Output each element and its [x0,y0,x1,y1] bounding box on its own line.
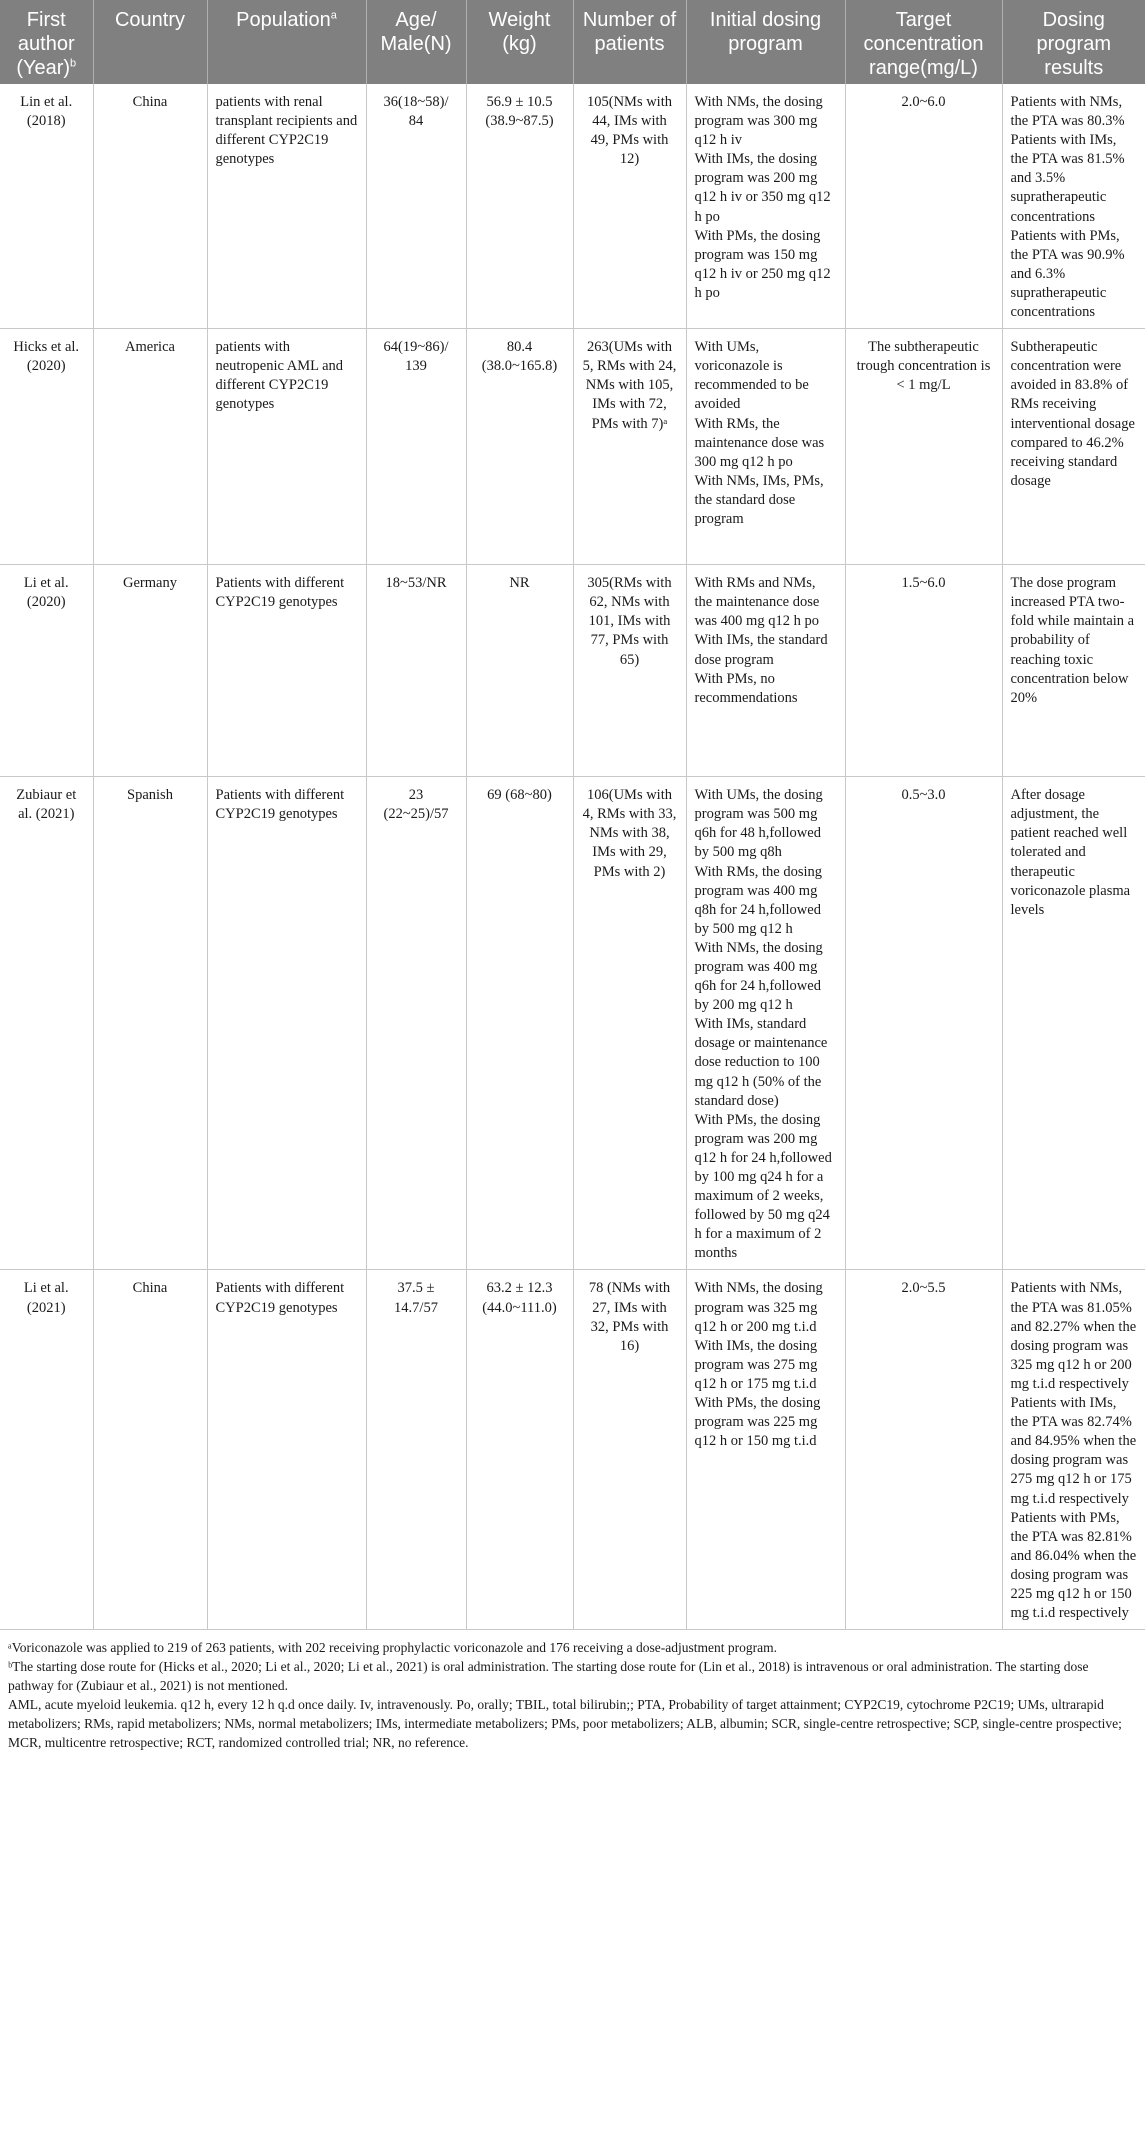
target-cell [845,565,1002,777]
weight-cell [466,1270,573,1630]
column-header-initial-dosing-program [686,0,845,84]
weight-cell [466,329,573,565]
patients-cell-text: 263(UMs with 5, RMs with 24, NMs with 105, IMs with 72, PMs with 7)ᵃ [582,339,677,432]
country-cell [93,84,207,329]
target-cell-text: 1.5~6.0 [901,575,946,592]
results-cell-line: The dose program increased PTA two-fold while maintain a probability of reaching toxic concentration below 20% [1010,575,1135,706]
target-cell-text: The subtherapeutic trough concentration is < 1 mg/L [856,339,991,394]
results-cell [1002,84,1145,329]
dosing-cell-line: With NMs, IMs, PMs, the standard dose program [694,472,824,527]
age-male-cell-text: 18~53/NR [385,575,447,592]
country-cell [93,329,207,565]
footnote: ᵇThe starting dose route for (Hicks et al., 2020; Li et al., 2020; Li et al., 2021) is oral administration. The starting dose route for (Lin et al., 2018) is intravenous or oral administration. The starting dose pathway for (Zubiaur et al., 2021) is not mentioned. [8,1659,1089,1694]
patients-cell [573,1270,686,1630]
results-cell-line: Patients with IMs, the PTA was 82.74% and 84.95% when the dosing program was 275 mg q12 h or 175 mg t.i.d respectively [1010,1395,1137,1507]
table-row [0,1270,1145,1630]
column-header-dosing-program-results [1002,0,1145,84]
population-cell-text: Patients with different CYP2C19 genotypes [215,575,345,611]
population-cell [207,565,366,777]
author-cell [0,565,93,777]
column-header-country [93,0,207,84]
table-row [0,84,1145,329]
column-header-age-male [366,0,466,84]
column-header-target-concentration-range [845,0,1002,84]
table-row [0,565,1145,777]
table-header-row [0,0,1145,84]
results-cell [1002,1270,1145,1630]
results-cell [1002,565,1145,777]
column-header-population [207,0,366,84]
patients-cell [573,565,686,777]
column-header-number-of-patients [573,0,686,84]
results-cell-line: After dosage adjustment, the patient reached well tolerated and therapeutic voriconazole plasma levels [1010,787,1131,918]
column-header-label: Age/ Male(N) [380,9,452,55]
age-male-cell-text: 36(18~58)/ 84 [383,94,449,130]
column-header-label: Target concentration range(mg/L) [863,9,984,79]
dosing-cell-line: With IMs, the dosing program was 275 mg q12 h or 175 mg t.i.d [694,1337,818,1392]
country-cell-text: China [132,94,168,110]
weight-cell [466,777,573,1270]
patients-cell [573,329,686,565]
dosing-cell-line: With PMs, the dosing program was 150 mg q12 h iv or 250 mg q12 h po [694,227,831,301]
population-cell-text: patients with renal transplant recipients and different CYP2C19 genotypes [215,94,358,168]
footnote-marker: a [330,9,337,22]
table-body [0,84,1145,1630]
dosing-cell-line: With UMs, the dosing program was 500 mg q6h for 48 h,followed by 500 mg q8h [694,787,823,861]
population-cell [207,329,366,565]
column-header-label: Number of patients [582,9,677,55]
age-male-cell [366,1270,466,1630]
age-male-cell-text: 37.5 ± 14.7/57 [394,1280,438,1316]
dosing-cell-line: With UMs, voriconazole is recommended to be avoided [694,339,809,413]
results-cell-line: Patients with IMs, the PTA was 81.5% and 3.5% supratherapeutic concentrations [1010,132,1125,225]
dosing-cell-line: With IMs, standard dosage or maintenance dose reduction to 100 mg q12 h (50% of the standard dose) [694,1016,828,1109]
weight-cell-text: 63.2 ± 12.3 (44.0~111.0) [482,1280,557,1316]
patients-cell [573,84,686,329]
dosing-cell-line: With IMs, the standard dose program [694,632,828,668]
dosing-cell [686,329,845,565]
author-cell-text: Zubiaur et al. (2021) [16,787,77,823]
population-cell-text: Patients with different CYP2C19 genotypes [215,1280,345,1316]
country-cell [93,565,207,777]
country-cell-text: America [125,339,175,356]
population-cell [207,84,366,329]
patients-cell-text: 106(UMs with 4, RMs with 33, NMs with 38, IMs with 29, PMs with 2) [582,787,677,880]
author-cell-text: Li et al. (2020) [23,575,69,611]
column-header-label: Weight (kg) [488,9,551,55]
column-header-first-author [0,0,93,84]
weight-cell [466,565,573,777]
dosing-cell [686,565,845,777]
population-cell [207,1270,366,1630]
dosing-cell-line: With PMs, the dosing program was 200 mg q12 h for 24 h,followed by 100 mg q24 h for a maximum of 2 weeks, followed by 50 mg q24 h for a maximum of 2 months [694,1111,832,1262]
country-cell [93,777,207,1270]
weight-cell-text: NR [509,575,530,592]
patients-cell [573,777,686,1270]
population-cell-text: patients with neutropenic AML and different CYP2C19 genotypes [215,339,344,413]
patients-cell-text: 78 (NMs with 27, IMs with 32, PMs with 16) [588,1280,671,1354]
table-footnotes [0,1630,1145,1752]
target-cell [845,1270,1002,1630]
patients-cell-text: 105(NMs with 44, IMs with 49, PMs with 12) [587,94,672,168]
target-cell-text: 0.5~3.0 [901,787,946,804]
dosing-cell-line: With IMs, the dosing program was 200 mg q12 h iv or 350 mg q12 h po [694,151,831,225]
author-cell [0,1270,93,1630]
author-cell [0,329,93,565]
weight-cell-text: 69 (68~80) [487,787,552,804]
table-row [0,329,1145,565]
author-cell-text: Lin et al. (2018) [20,94,73,130]
column-header-label: Country [114,9,186,31]
results-cell-line: Subtherapeutic concentration were avoided in 83.8% of RMs receiving interventional dosage compared to 46.2% receiving standard dosage [1010,339,1135,489]
results-cell-line: Patients with NMs, the PTA was 81.05% and 82.27% when the dosing program was 325 mg q12 h or 200 mg t.i.d respectively [1010,1280,1137,1392]
age-male-cell [366,84,466,329]
target-cell [845,329,1002,565]
dosing-cell [686,1270,845,1630]
dosing-cell-line: With NMs, the dosing program was 325 mg q12 h or 200 mg t.i.d [694,1280,823,1335]
age-male-cell-text: 23 (22~25)/57 [383,787,449,823]
patients-cell-text: 305(RMs with 62, NMs with 101, IMs with 77, PMs with 65) [587,575,672,668]
dosing-cell-line: With RMs and NMs, the maintenance dose was 400 mg q12 h po [694,575,820,630]
author-cell-text: Li et al. (2021) [23,1280,69,1316]
dosing-cell-line: With RMs, the maintenance dose was 300 mg q12 h po [694,415,825,470]
target-cell [845,777,1002,1270]
table-row [0,777,1145,1270]
population-cell-text: Patients with different CYP2C19 genotypes [215,787,345,823]
age-male-cell [366,329,466,565]
weight-cell-text: 56.9 ± 10.5 (38.9~87.5) [485,94,554,130]
author-cell [0,777,93,1270]
target-cell-text: 2.0~6.0 [901,94,946,110]
column-header-weight [466,0,573,84]
dosing-cell-line: With NMs, the dosing program was 400 mg q6h for 24 h,followed by 200 mg q12 h [694,939,823,1014]
results-cell-line: Patients with PMs, the PTA was 90.9% and 6.3% supratherapeutic concentrations [1010,227,1125,321]
country-cell-text: China [132,1280,168,1297]
country-cell-text: Germany [123,575,177,592]
results-cell-line: Patients with NMs, the PTA was 80.3% [1010,94,1125,130]
age-male-cell [366,565,466,777]
column-header-label: Initial dosing program [709,9,822,55]
country-cell-text: Spanish [127,787,173,804]
dosing-cell-line: With RMs, the dosing program was 400 mg q8h for 24 h,followed by 500 mg q12 h [694,863,823,937]
results-cell-line: Patients with PMs, the PTA was 82.81% and 86.04% when the dosing program was 225 mg q12 h or 150 mg t.i.d respectively [1010,1509,1137,1622]
column-header-label: Population [236,9,331,31]
population-cell [207,777,366,1270]
results-cell [1002,329,1145,565]
age-male-cell [366,777,466,1270]
footnote: ᵃVoriconazole was applied to 219 of 263 patients, with 202 receiving prophylactic voriconazole and 176 receiving a dose-adjustment program. [8,1640,777,1656]
dosing-cell-line: With PMs, the dosing program was 225 mg q12 h or 150 mg t.i.d [694,1395,821,1450]
weight-cell-text: 80.4 (38.0~165.8) [481,339,558,375]
author-cell [0,84,93,329]
column-header-label: Dosing program results [1036,9,1111,79]
footnote: AML, acute myeloid leukemia. q12 h, every 12 h q.d once daily. Iv, intravenously. Po, orally; TBIL, total bilirubin;; PTA, Probability of target attainment; CYP2C19, cytochrome P2C19; UMs, ultrarapid metabolizers; RMs, rapid metabolizers; NMs, normal metabolizers; IMs, intermediate metabolizers; PMs, poor metabolizers; ALB, albumin; SCR, single-centre retrospective; SCP, single-centre prospective; MCR, multicentre retrospective; RCT, randomized controlled trial; NR, no reference. [8,1697,1122,1751]
age-male-cell-text: 64(19~86)/ 139 [383,339,449,375]
dosing-cell [686,777,845,1270]
footnote-marker: b [70,57,77,70]
country-cell [93,1270,207,1630]
results-cell [1002,777,1145,1270]
weight-cell [466,84,573,329]
dosing-cell-line: With PMs, no recommendations [694,670,798,706]
column-header-label: First author (Year) [16,9,75,79]
dosing-cell [686,84,845,329]
target-cell-text: 2.0~5.5 [901,1280,946,1297]
author-cell-text: Hicks et al. (2020) [13,339,80,375]
target-cell [845,84,1002,329]
dosing-cell-line: With NMs, the dosing program was 300 mg q12 h iv [694,94,823,149]
